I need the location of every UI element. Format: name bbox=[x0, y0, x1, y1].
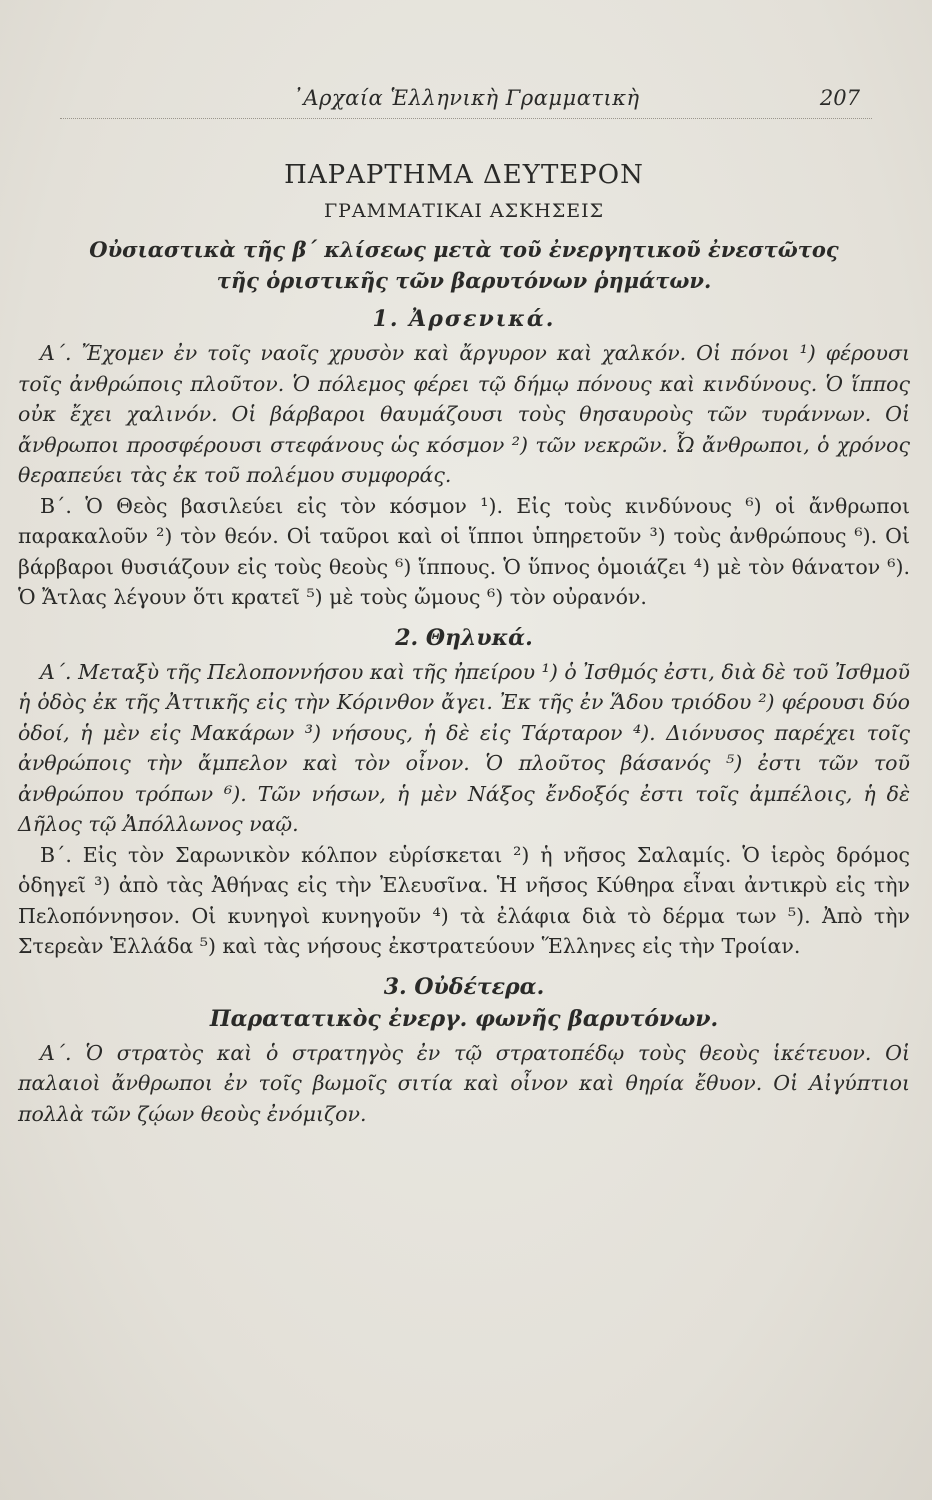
page-body bbox=[18, 160, 910, 1129]
running-title: ᾿Αρχαία Ἑλληνικὴ Γραμματικὴ bbox=[292, 86, 640, 110]
appendix-title: ΠΑΡΑΡΤΗΜΑ ΔΕΥΤΕΡΟΝ bbox=[284, 160, 644, 190]
section-heading-masculine: 1. Ἀρσενικά. bbox=[372, 306, 556, 332]
appendix-subtitle: ΓΡΑΜΜΑΤΙΚΑΙ ΑΣΚΗΣΕΙΣ bbox=[323, 200, 605, 222]
section-description bbox=[18, 234, 910, 296]
page-number: 207 bbox=[819, 86, 860, 110]
section-heading-neuter: 3. Οὐδέτερα. bbox=[383, 973, 545, 1000]
description-line-2: τῆς ὁριστικῆς τῶν βαρυτόνων ῥημάτων. bbox=[216, 268, 712, 293]
exercise-paragraph: Β΄. Ὁ Θεὸς βασιλεύει εἰς τὸν κόσμον ¹). Εἰς τοὺς κινδύνους ⁶) οἱ ἄνθρωποι παρακαλοῦν ²) τὸν θεόν. Οἱ ταῦροι καὶ οἱ ἵπποι ὑπηρετοῦν ³) τοὺς ἀνθρώπους ⁶). Οἱ βάρβαροι θυσιάζουν εἰς τοὺς θεοὺς ⁶) ἵππους. Ὁ ὕπνος ὁμοιάζει ⁴) μὲ τὸν θάνατον ⁶). Ὁ Ἄτλας λέγουν ὅτι κρατεῖ ⁵) μὲ τοὺς ὤμους ⁶) τὸν οὐρανόν. bbox=[18, 493, 910, 609]
exercise-paragraph: Α΄. Ἔχομεν ἐν τοῖς ναοῖς χρυσὸν καὶ ἄργυρον καὶ χαλκόν. Οἱ πόνοι ¹) φέρουσι τοῖς ἀνθρώποις πλοῦτον. Ὁ πόλεμος φέρει τῷ δήμῳ πόνους καὶ κινδύνους. Ὁ ἵππος οὐκ ἔχει χαλινόν. Οἱ βάρβαροι θαυμάζουσι τοὺς θησαυροὺς τῶν τυράννων. Οἱ ἄνθρωποι προσφέρουσι στεφάνους ὡς κόσμον ²) τῶν νεκρῶν. Ὦ ἄνθρωποι, ὁ χρόνος θεραπεύει τὰς ἐκ τοῦ πολέμου συμφοράς. bbox=[18, 341, 910, 487]
section-heading-feminine: 2. Θηλυκά. bbox=[395, 624, 533, 651]
running-header bbox=[60, 86, 872, 119]
exercise-paragraph: Β΄. Εἰς τὸν Σαρωνικὸν κόλπον εὑρίσκεται ²) ἡ νῆσος Σαλαμίς. Ὁ ἱερὸς δρόμος ὁδηγεῖ ³) ἀπὸ τὰς Ἀθήνας εἰς τὴν Ἐλευσῖνα. Ἡ νῆσος Κύθηρα εἶναι ἀντικρὺ εἰς τὴν Πελοπόννησον. Οἱ κυνηγοὶ κυνηγοῦν ⁴) τὰ ἐλάφια διὰ τὸ δέρμα των ⁵). Ἀπὸ τὴν Στερεὰν Ἑλλάδα ⁵) καὶ τὰς νήσους ἐκστρατεύουν Ἕλληνες εἰς τὴν Τροίαν. bbox=[18, 842, 910, 958]
section-subheading-imperfect: Παρατατικὸς ἐνεργ. φωνῆς βαρυτόνων. bbox=[209, 1005, 719, 1032]
exercise-paragraph: Α΄. Μεταξὺ τῆς Πελοποννήσου καὶ τῆς ἠπείρου ¹) ὁ Ἰσθμός ἐστι, διὰ δὲ τοῦ Ἰσθμοῦ ἡ ὁδὸς ἐκ τῆς Ἀττικῆς εἰς τὴν Κόρινθον ἄγει. Ἐκ τῆς ἐν Ἅδου τριόδου ²) φέρουσι δύο ὁδοί, ἡ μὲν εἰς Μακάρων ³) νήσους, ἡ δὲ εἰς Τάρταρον ⁴). Διόνυσος παρέχει τοῖς ἀνθρώποις τὴν ἄμπελον καὶ τὸν οἶνον. Ὁ πλοῦτος βάσανός ⁵) ἐστι τῶν τοῦ ἀνθρώπου τρόπων ⁶). Τῶν νήσων, ἡ μὲν Νάξος ἔνδοξός ἐστι τοῖς ἀμπέλοις, ἡ δὲ Δῆλος τῷ Ἀπόλλωνος ναῷ. bbox=[18, 659, 910, 836]
exercise-paragraph: Α΄. Ὁ στρατὸς καὶ ὁ στρατηγὸς ἐν τῷ στρατοπέδῳ τοὺς θεοὺς ἱκέτευον. Οἱ παλαιοὶ ἄνθρωποι ἐν τοῖς βωμοῖς σιτία καὶ οἶνον καὶ θηρία ἔθυον. Οἱ Αἰγύπτιοι πολλὰ τῶν ζῴων θεοὺς ἐνόμιζον. bbox=[18, 1040, 910, 1126]
description-line-1: Οὐσιαστικὰ τῆς β΄ κλίσεως μετὰ τοῦ ἐνεργητικοῦ ἐνεστῶτος bbox=[89, 237, 839, 262]
